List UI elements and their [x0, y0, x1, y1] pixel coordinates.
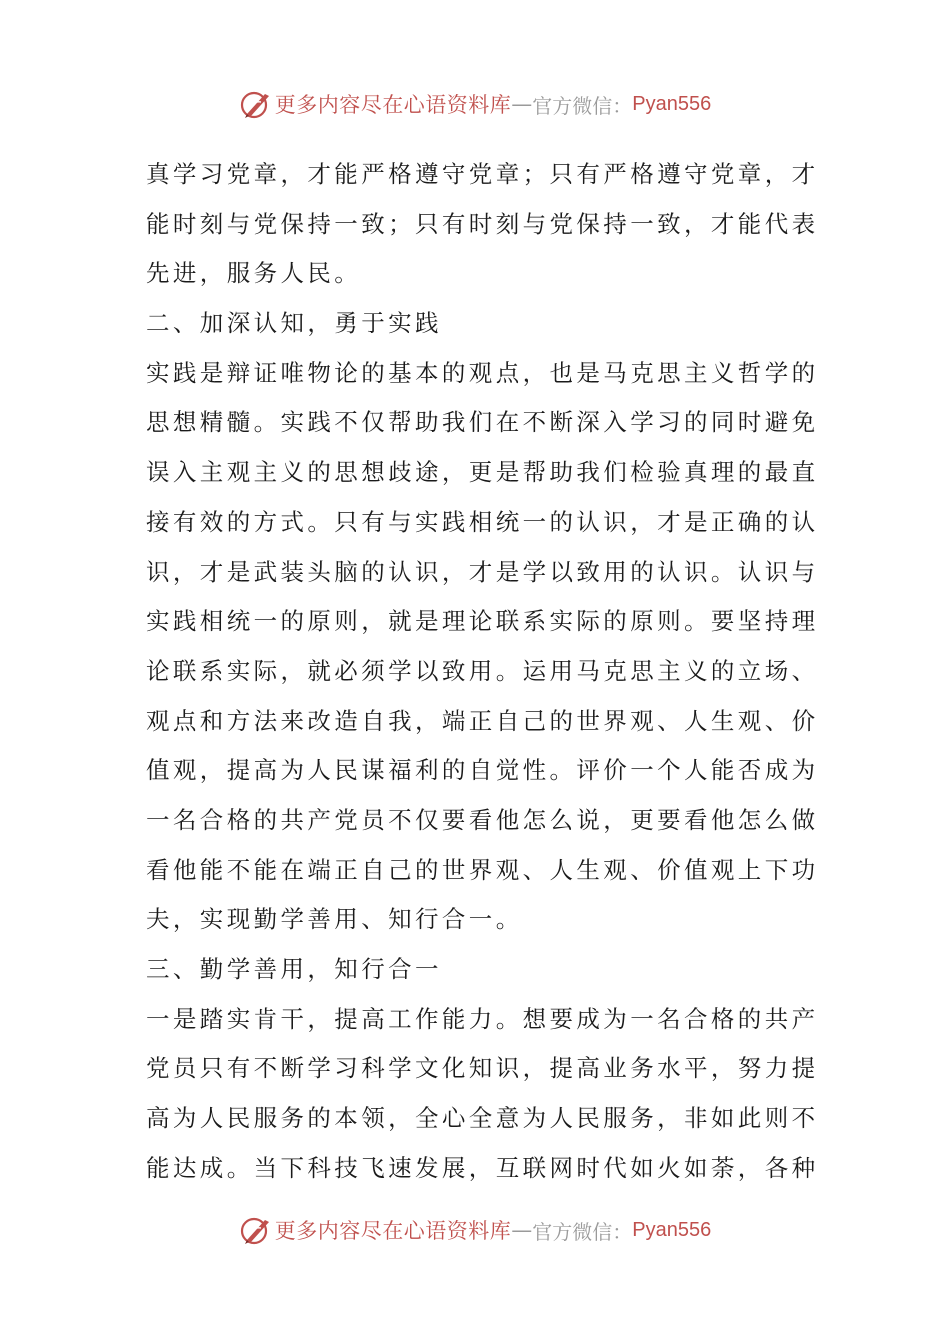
- pen-logo-icon: [239, 1213, 273, 1247]
- text-line: 夫，实现勤学善用、知行合一。: [146, 905, 523, 934]
- text-line: 实践相统一的原则，就是理论联系实际的原则。要坚持理: [146, 607, 819, 636]
- document-body: [146, 150, 819, 1193]
- section-heading: 二、加深认知，勇于实践: [146, 309, 442, 338]
- text-line: 识，才是武装头脑的认识，才是学以致用的认识。认识与: [146, 557, 819, 586]
- footer-banner: [0, 1210, 950, 1250]
- header-separator: —: [511, 92, 533, 116]
- text-line: 值观，提高为人民谋福利的自觉性。评价一个人能否成为: [146, 756, 819, 785]
- text-line: 真学习党章，才能严格遵守党章；只有严格遵守党章，才: [146, 160, 819, 188]
- footer-wechat-id: Pyan556: [632, 1218, 712, 1241]
- text-line: 观点和方法来改造自我，端正自己的世界观、人生观、价: [146, 706, 819, 735]
- header-banner: [0, 84, 950, 124]
- header-wechat-label: 官方微信：: [532, 93, 633, 118]
- text-line: 一名合格的共产党员不仅要看他怎么说，更要看他怎么做: [146, 805, 819, 834]
- text-line: 能时刻与党保持一致；只有时刻与党保持一致，才能代表: [146, 209, 819, 238]
- text-line: 误入主观主义的思想歧途，更是帮助我们检验真理的最直: [146, 458, 819, 487]
- text-line: 高为人民服务的本领，全心全意为人民服务，非如此则不: [146, 1104, 819, 1133]
- text-line: 一是踏实肯干，提高工作能力。想要成为一名合格的共产: [146, 1004, 819, 1033]
- pen-logo-icon: [239, 87, 273, 121]
- footer-wechat-label: 官方微信：: [532, 1219, 633, 1244]
- section-heading: 三、勤学善用，知行合一: [146, 955, 442, 983]
- text-line: 看他能不能在端正自己的世界观、人生观、价值观上下功: [146, 855, 819, 884]
- text-line: 接有效的方式。只有与实践相统一的认识，才是正确的认: [146, 507, 819, 536]
- footer-separator: —: [511, 1218, 533, 1242]
- text-line: 能达成。当下科技飞速发展，互联网时代如火如荼，各种: [146, 1153, 819, 1182]
- header-brand: 更多内容尽在心语资料库: [274, 93, 512, 117]
- text-line: 思想精髓。实践不仅帮助我们在不断深入学习的同时避免: [146, 408, 819, 437]
- header-wechat-id: Pyan556: [632, 92, 712, 115]
- footer-brand: 更多内容尽在心语资料库: [274, 1219, 512, 1243]
- text-line: 先进，服务人民。: [146, 259, 362, 288]
- text-line: 党员只有不断学习科学文化知识，提高业务水平，努力提: [146, 1054, 819, 1083]
- text-line: 实践是辩证唯物论的基本的观点，也是马克思主义哲学的: [146, 358, 819, 387]
- text-line: 论联系实际，就必须学以致用。运用马克思主义的立场、: [146, 656, 819, 685]
